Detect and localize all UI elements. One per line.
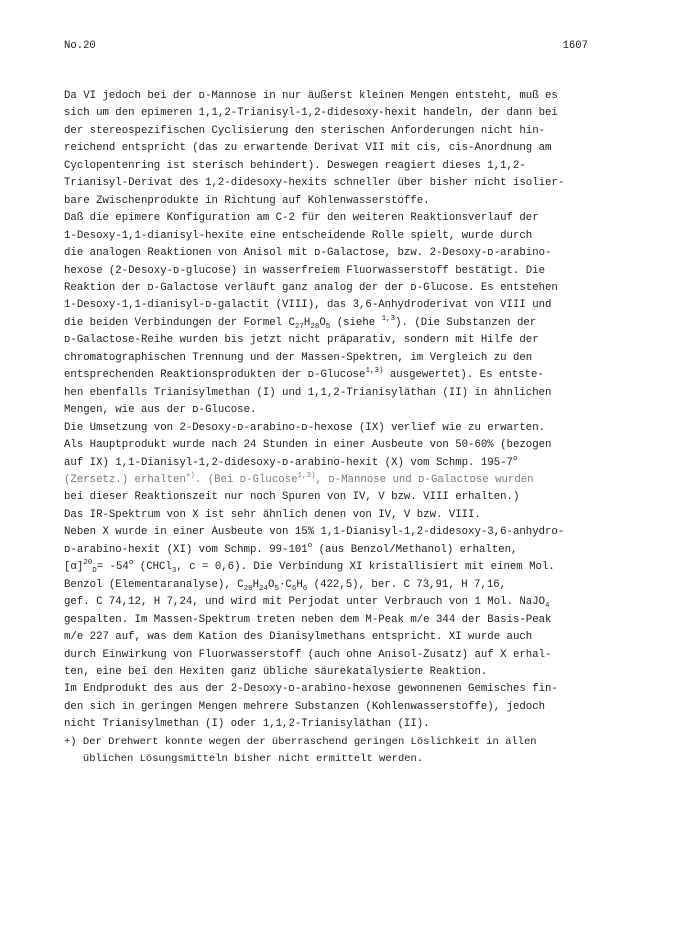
text-line: 1-Desoxy-1,1-dianisyl-hexite eine entscheidende Rolle spielt, wurde durch [64, 229, 533, 242]
text-line: sich um den epimeren 1,1,2-Trianisyl-1,2-didesoxy-hexit handeln, der dann bei [64, 107, 558, 120]
reference-superscript: 1,3) [365, 367, 384, 376]
text-line: Mengen, wie aus der ᴅ-Glucose. [64, 404, 257, 417]
text-segment: Benzol (Elementaranalyse), C [64, 578, 244, 591]
text-segment: (Zersetz.) erhalten [64, 473, 186, 486]
text-line: bare Zwischenprodukte in Richtung auf Kohlenwasserstoffe. [64, 194, 430, 207]
reference-superscript: 1,3) [297, 471, 316, 480]
text-line: nicht Trianisylmethan (I) oder 1,1,2-Trianisyläthan (II). [64, 718, 430, 731]
subscript: 4 [545, 602, 550, 611]
text-line [64, 455, 624, 472]
text-line: Trianisyl-Derivat des 1,2-didesoxy-hexits schneller über bisher nicht isolier- [64, 177, 565, 190]
text-segment: (aus Benzol/Methanol) erhalten, [312, 543, 518, 556]
text-segment: , ᴅ-Mannose und ᴅ-Galactose wurden [315, 473, 534, 486]
temperature-superscript: 20 [83, 559, 93, 568]
text-line: Da VI jedoch bei der ᴅ-Mannose in nur äußerst kleinen Mengen entsteht, muß es [64, 90, 558, 102]
page-number: 1607 [562, 40, 588, 52]
text-line: m/e 227 auf, was dem Kation des Dianisylmethans entspricht. XI wurde auch [64, 631, 533, 644]
text-line: ten, eine bei den Hexiten ganz übliche säurekatalysierte Reaktion. [64, 665, 488, 678]
text-segment: (CHCl [133, 561, 172, 574]
text-segment: ausgewertet). Es entste- [383, 369, 544, 382]
text-line: den sich in geringen Mengen mehrere Substanzen (Kohlenwasserstoffe), jedoch [64, 700, 546, 713]
text-line: der stereospezifischen Cyclisierung den sterischen Anforderungen nicht hin- [64, 124, 546, 137]
subscript: 28 [310, 322, 320, 331]
text-line: Im Endprodukt des aus der 2-Desoxy-ᴅ-arabino-hexose gewonnenen Gemisches fin- [64, 683, 558, 696]
text-line [64, 594, 624, 611]
text-segment: ). (Die Substanzen der [395, 316, 537, 329]
text-segment: [α] [64, 561, 84, 574]
text-line: hen ebenfalls Trianisylmethan (I) und 1,1,2-Trianisyläthan (II) in ähnlichen [64, 386, 552, 399]
text-line-rotation [64, 559, 624, 576]
subscript: 24 [259, 584, 269, 593]
text-segment: H [303, 316, 311, 329]
text-line: durch Einwirkung von Fluorwasserstoff (auch ohne Anisol-Zusatz) auf X erhal- [64, 648, 552, 661]
text-segment: entsprechenden Reaktionsprodukten der ᴅ-Glucose [64, 369, 366, 382]
text-line: ᴅ-Galactose-Reihe wurden bis jetzt nicht präparativ, sondern mit Hilfe der [64, 334, 539, 347]
subscript: 6 [302, 584, 308, 593]
degree-superscript: o [512, 454, 518, 463]
text-line: 1-Desoxy-1,1-dianisyl-ᴅ-galactit (VIII), das 3,6-Anhydroderivat von VIII und [64, 299, 552, 312]
subscript: 3 [171, 567, 177, 576]
degree-superscript: o [128, 559, 134, 568]
text-line: bei dieser Reaktionszeit nur noch Spuren von IV, V bzw. VIII erhalten.) [64, 491, 520, 504]
text-line-formula [64, 315, 624, 332]
text-line [64, 472, 624, 489]
text-line [64, 542, 624, 559]
text-segment: die beiden Verbindungen der Formel C [64, 316, 295, 329]
text-line: hexose (2-Desoxy-ᴅ-glucose) in wasserfreiem Fluorwasserstoff bestätigt. Die [64, 264, 546, 277]
footnote-line: üblichen Lösungsmitteln bisher nicht ermittelt werden. [64, 753, 424, 766]
footnote-line: +) Der Drehwert konnte wegen der überraschend geringen Löslichkeit in allen [64, 735, 537, 748]
journal-number: No.20 [64, 40, 96, 52]
text-line: chromatographischen Trennung und der Massen-Spektren, im Vergleich zu den [64, 351, 533, 364]
text-line-formula [64, 577, 624, 594]
text-line: Das IR-Spektrum von X ist sehr ähnlich denen von IV, V bzw. VIII. [64, 508, 481, 521]
text-segment: (siehe [330, 316, 382, 329]
degree-superscript: o [307, 541, 313, 550]
reference-superscript: 1,3 [381, 314, 396, 323]
page-header [64, 40, 588, 56]
subscript: 20 [243, 584, 253, 593]
text-line: gespalten. Im Massen-Spektrum treten neben dem M-Peak m/e 344 der Basis-Peak [64, 613, 552, 626]
text-segment: = -54 [96, 561, 129, 574]
text-line: Cyclopentenring ist sterisch behindert). Deswegen reagiert dieses 1,1,2- [64, 159, 526, 172]
text-segment: H [252, 578, 260, 591]
text-segment: H [296, 578, 303, 591]
text-line: Daß die epimere Konfiguration am C-2 für den weiteren Reaktionsverlauf der [64, 212, 539, 225]
text-segment: auf IX) 1,1-Dianisyl-1,2-didesoxy-ᴅ-arabino-hexit (X) vom Schmp. 195-7 [64, 456, 513, 469]
text-segment: . (Bei ᴅ-Glucose [194, 473, 298, 486]
text-segment: gef. C 74,12, H 7,24, und wird mit Perjodat unter Verbrauch von 1 Mol. NaJO [64, 596, 546, 609]
text-line: Als Hauptprodukt wurde nach 24 Stunden in einer Ausbeute von 50-60% (bezogen [64, 439, 552, 452]
text-segment: ᴅ-arabino-hexit (XI) vom Schmp. 99-101 [64, 543, 308, 556]
text-line: Reaktion der ᴅ-Galactose verläuft ganz analog der der ᴅ-Glucose. Es entstehen [64, 281, 558, 294]
text-segment: O [319, 316, 326, 329]
text-line: reichend entspricht (das zu erwartende Derivat VII mit cis, cis-Anordnung am [64, 142, 552, 155]
wavelength-subscript: D [92, 567, 97, 576]
text-line [64, 367, 624, 384]
subscript: 5 [325, 322, 331, 331]
footnote-marker: +) [185, 471, 195, 480]
subscript: 27 [294, 322, 304, 331]
text-segment: ·C [278, 578, 292, 591]
subscript: 5 [274, 584, 279, 593]
text-segment: , c = 0,6). Die Verbindung XI kristallisiert mit einem Mol. [176, 561, 555, 574]
footnote [64, 734, 624, 769]
text-line: die analogen Reaktionen von Anisol mit ᴅ-Galactose, bzw. 2-Desoxy-ᴅ-arabino- [64, 247, 552, 260]
text-line: Die Umsetzung von 2-Desoxy-ᴅ-arabino-ᴅ-hexose (IX) verlief wie zu erwarten. [64, 421, 546, 434]
text-segment: (422,5), ber. C 73,91, H 7,16, [307, 578, 507, 591]
text-segment: O [268, 578, 275, 591]
subscript: 6 [291, 584, 297, 593]
text-line: Neben X wurde in einer Ausbeute von 15% 1,1-Dianisyl-1,2-didesoxy-3,6-anhydro- [64, 526, 565, 539]
body-text [64, 88, 624, 769]
